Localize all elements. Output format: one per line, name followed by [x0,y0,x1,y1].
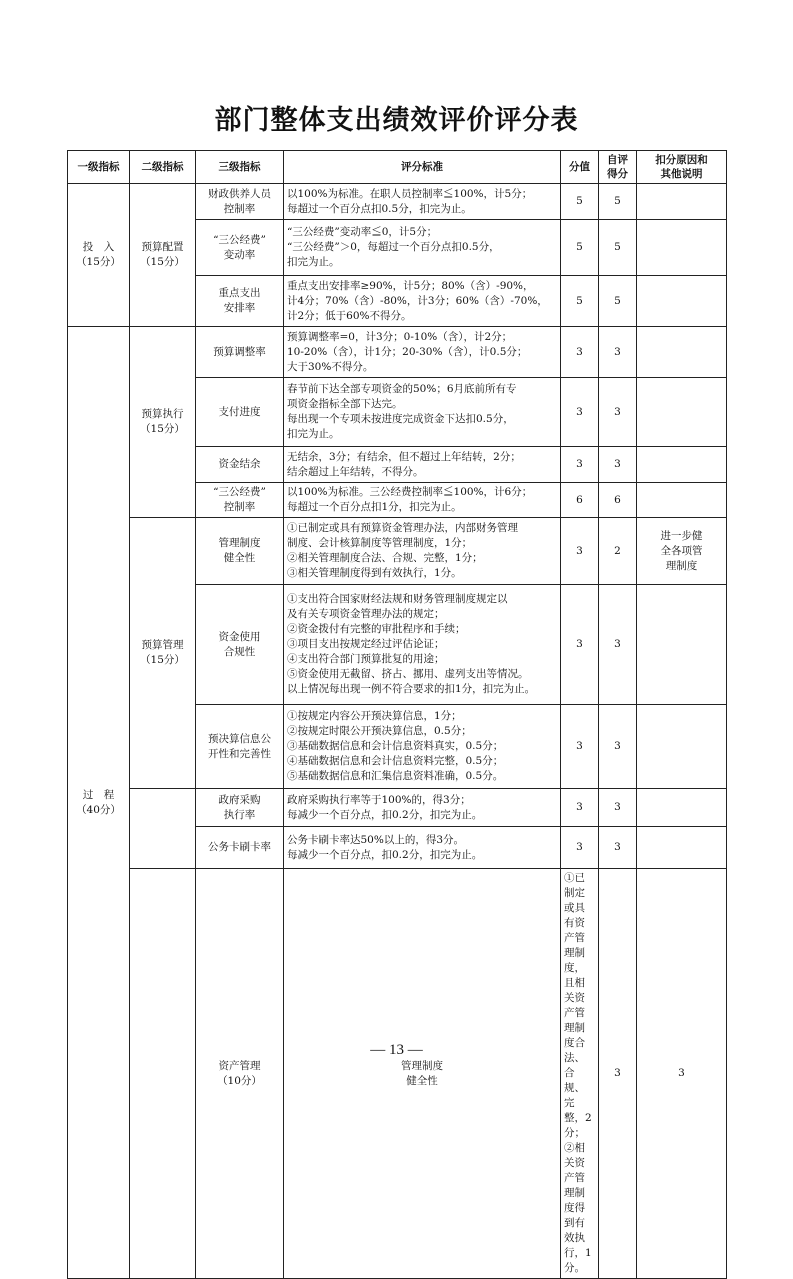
self-score-cell: 5 [599,184,637,220]
criteria-cell: ①支出符合国家财经法规和财务管理制度规定以 及有关专项资金管理办法的规定； ②资金拨付有完整的审批程序和手续； ③项目支出按规定经过评估论证； ④支出符合部门预算批复的用途； ⑤资金使用无截留、挤占、挪用、虚列支出等情况。 以上情况每出现一例不符合要求的扣1分，扣完为止。 [284,585,561,705]
score-cell: 5 [561,184,599,220]
level1-process: 过 程 （40分） [68,327,130,1279]
self-score-cell: 3 [599,447,637,483]
criteria-cell: 无结余，3分；有结余，但不超过上年结转，2分； 结余超过上年结转，不得分。 [284,447,561,483]
table-row [68,184,727,220]
criteria-cell: 以100%为标准。在职人员控制率≦100%，计5分； 每超过一个百分点扣0.5分，扣完为止。 [284,184,561,220]
score-cell: 3 [561,327,599,378]
criteria-cell: ①已制定或具有预算资金管理办法，内部财务管理 制度、会计核算制度等管理制度，1分； ②相关管理制度合法、合规、完整，1分； ③相关管理制度得到有效执行，1分。 [284,518,561,585]
reason-cell [637,827,727,869]
reason-cell [637,483,727,518]
table-row [68,518,727,585]
score-cell: 6 [561,483,599,518]
level3-cell: 政府采购 执行率 [196,789,284,827]
score-cell: 3 [561,827,599,869]
reason-cell [637,327,727,378]
level3-cell: 资金结余 [196,447,284,483]
header-score: 分值 [561,151,599,184]
level3-cell: 公务卡刷卡率 [196,827,284,869]
table-row [68,789,727,827]
level3-cell: 支付进度 [196,378,284,447]
self-score-cell: 3 [599,705,637,789]
criteria-cell: 政府采购执行率等于100%的，得3分； 每减少一个百分点，扣0.2分，扣完为止。 [284,789,561,827]
score-table [67,150,727,1279]
criteria-cell: ①按规定内容公开预决算信息，1分； ②按规定时限公开预决算信息，0.5分； ③基础数据信息和会计信息资料真实，0.5分； ④基础数据信息和会计信息资料完整，0.5分； ⑤基础数据信息和汇集信息资料准确，0.5分。 [284,705,561,789]
level2-asset-mgmt: 资产管理 （10分） [196,869,284,1279]
level3-cell: 管理制度 健全性 [284,869,561,1279]
self-score-cell: 3 [599,585,637,705]
reason-cell [637,378,727,447]
level2-budget-config: 预算配置 （15分） [130,184,196,327]
level3-cell: 重点支出 安排率 [196,276,284,327]
header-criteria: 评分标准 [284,151,561,184]
score-cell: 3 [561,789,599,827]
criteria-cell: “三公经费”变动率≦0，计5分； “三公经费”＞0，每超过一个百分点扣0.5分， 扣完为止。 [284,220,561,276]
self-score-cell: 3 [599,378,637,447]
level2-budget-mgmt: 预算管理 （15分） [130,518,196,789]
criteria-cell: 预算调整率=0，计3分；0-10%（含），计2分； 10-20%（含），计1分；20-30%（含），计0.5分； 大于30%不得分。 [284,327,561,378]
level3-cell: 预算调整率 [196,327,284,378]
header-reason: 扣分原因和 其他说明 [637,151,727,184]
criteria-cell: 重点支出安排率≥90%，计5分；80%（含）-90%， 计4分；70%（含）-80%，计3分；60%（含）-70%， 计2分；低于60%不得分。 [284,276,561,327]
level3-cell: “三公经费” 变动率 [196,220,284,276]
header-self-score: 自评 得分 [599,151,637,184]
score-cell: 3 [561,378,599,447]
level2-empty [130,789,196,869]
reason-cell [637,220,727,276]
table-row [68,869,727,1279]
self-score-cell: 3 [599,327,637,378]
level3-cell: 管理制度 健全性 [196,518,284,585]
page-number: — 13 — [370,1042,423,1058]
criteria-cell: 春节前下达全部专项资金的50%；6月底前所有专 项资金指标全部下达完。 每出现一个专项未按进度完成资金下达扣0.5分， 扣完为止。 [284,378,561,447]
level3-cell: 财政供养人员 控制率 [196,184,284,220]
header-level2: 二级指标 [130,151,196,184]
reason-cell [637,184,727,220]
reason-cell [637,447,727,483]
self-score-cell: 3 [637,869,727,1279]
level1-input: 投 入 （15分） [68,184,130,327]
self-score-cell: 3 [599,789,637,827]
reason-cell [637,789,727,827]
level3-cell: 预决算信息公 开性和完善性 [196,705,284,789]
reason-cell [637,276,727,327]
score-cell: 5 [561,276,599,327]
self-score-cell: 5 [599,220,637,276]
table-row [68,327,727,378]
header-level3: 三级指标 [196,151,284,184]
reason-cell: 进一步健 全各项管 理制度 [637,518,727,585]
reason-cell [637,585,727,705]
criteria-cell: ①已制定或具有资产管理制度，且相关资产管理制 度合法、合规、完整，2分； ②相关资产管理制度得到有效执行，1分。 [561,869,599,1279]
score-cell: 3 [599,869,637,1279]
header-row [68,151,727,184]
level1-empty [130,869,196,1279]
reason-cell [637,705,727,789]
score-cell: 3 [561,705,599,789]
self-score-cell: 5 [599,276,637,327]
level2-budget-exec: 预算执行 （15分） [130,327,196,518]
self-score-cell: 6 [599,483,637,518]
score-cell: 5 [561,220,599,276]
score-cell: 3 [561,447,599,483]
level3-cell: 资金使用 合规性 [196,585,284,705]
score-cell: 3 [561,585,599,705]
level3-cell: “三公经费” 控制率 [196,483,284,518]
self-score-cell: 2 [599,518,637,585]
page-title: 部门整体支出绩效评价评分表 [214,105,579,136]
header-level1: 一级指标 [68,151,130,184]
criteria-cell: 以100%为标准。三公经费控制率≦100%，计6分； 每超过一个百分点扣1分，扣完为止。 [284,483,561,518]
criteria-cell: 公务卡刷卡率达50%以上的，得3分。 每减少一个百分点，扣0.2分，扣完为止。 [284,827,561,869]
self-score-cell: 3 [599,827,637,869]
score-cell: 3 [561,518,599,585]
